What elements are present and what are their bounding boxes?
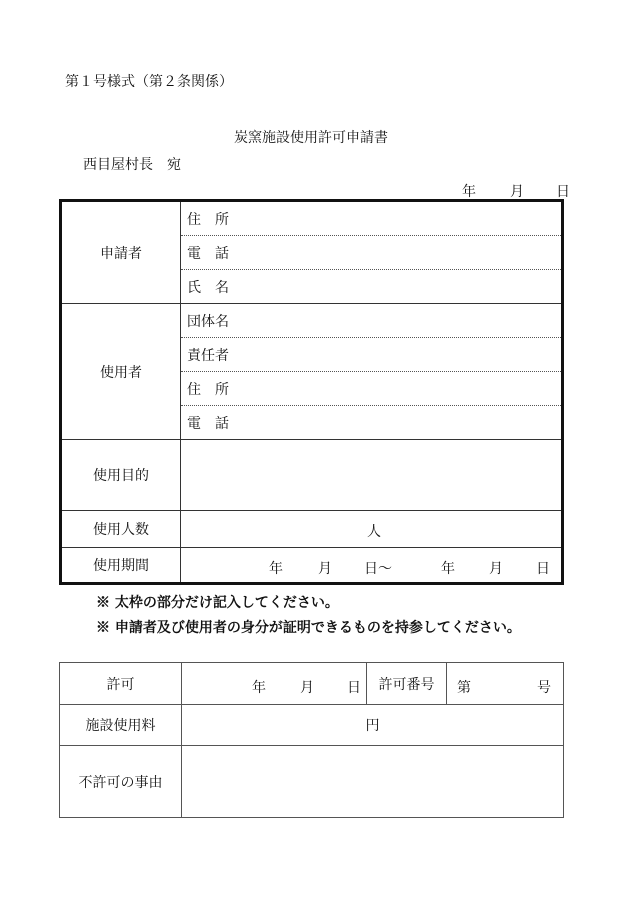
applicant-phone-field[interactable] bbox=[181, 236, 563, 270]
period-end-year: 年 bbox=[441, 561, 455, 577]
applicant-phone-label-2: 話 bbox=[215, 245, 229, 262]
submission-day-label: 日 bbox=[556, 184, 570, 200]
period-end-day: 日 bbox=[536, 561, 550, 577]
user-phone-label-1: 電 bbox=[187, 415, 201, 432]
period-start-year: 年 bbox=[269, 561, 283, 577]
application-table bbox=[59, 199, 564, 585]
permit-number-suffix: 号 bbox=[537, 680, 551, 696]
applicant-address-label-1: 住 bbox=[187, 211, 201, 228]
permit-number-field[interactable] bbox=[447, 663, 564, 705]
permit-month: 月 bbox=[300, 680, 314, 696]
addressee: 西目屋村長 宛 bbox=[83, 157, 181, 173]
period-field[interactable] bbox=[181, 548, 563, 584]
user-address-field[interactable] bbox=[181, 372, 563, 406]
user-group-label: 団体名 bbox=[187, 313, 229, 330]
refusal-field[interactable] bbox=[182, 746, 564, 818]
headcount-label: 使用人数 bbox=[61, 511, 181, 548]
user-phone-label-2: 話 bbox=[215, 415, 229, 432]
user-group-field[interactable] bbox=[181, 304, 563, 338]
applicant-name-field[interactable] bbox=[181, 270, 563, 304]
user-label: 使用者 bbox=[61, 304, 181, 440]
permit-number-prefix: 第 bbox=[457, 680, 471, 696]
user-address-label-2: 所 bbox=[215, 381, 229, 398]
note-bold-frame: ※ 太枠の部分だけ記入してください。 bbox=[96, 595, 339, 611]
applicant-name-label-2: 名 bbox=[215, 279, 229, 296]
permit-date-field[interactable] bbox=[182, 663, 367, 705]
office-use-table bbox=[59, 662, 564, 818]
submission-month-label: 月 bbox=[510, 184, 524, 200]
applicant-name-label-1: 氏 bbox=[187, 279, 201, 296]
fee-label: 施設使用料 bbox=[60, 705, 182, 746]
permit-number-label: 許可番号 bbox=[367, 663, 447, 705]
permit-day: 日 bbox=[347, 680, 361, 696]
note-identification: ※ 申請者及び使用者の身分が証明できるものを持参してください。 bbox=[96, 620, 521, 636]
applicant-address-label-2: 所 bbox=[215, 211, 229, 228]
period-start-day: 日〜 bbox=[364, 561, 392, 577]
headcount-field[interactable] bbox=[181, 511, 563, 548]
user-responsible-field[interactable] bbox=[181, 338, 563, 372]
purpose-label: 使用目的 bbox=[61, 440, 181, 511]
applicant-phone-label-1: 電 bbox=[187, 245, 201, 262]
submission-year-label: 年 bbox=[462, 184, 476, 200]
permit-label: 許可 bbox=[60, 663, 182, 705]
fee-unit: 円 bbox=[365, 718, 380, 734]
form-number: 第１号様式（第２条関係） bbox=[65, 74, 233, 90]
purpose-field[interactable] bbox=[181, 440, 563, 511]
user-phone-field[interactable] bbox=[181, 406, 563, 440]
headcount-unit: 人 bbox=[367, 524, 381, 540]
period-start-month: 月 bbox=[318, 561, 332, 577]
refusal-label: 不許可の事由 bbox=[60, 746, 182, 818]
user-address-label-1: 住 bbox=[187, 381, 201, 398]
period-end-month: 月 bbox=[489, 561, 503, 577]
fee-field[interactable] bbox=[182, 705, 564, 746]
user-responsible-label: 責任者 bbox=[187, 347, 229, 364]
period-label: 使用期間 bbox=[61, 548, 181, 584]
document-title: 炭窯施設使用許可申請書 bbox=[234, 130, 388, 146]
applicant-address-field[interactable] bbox=[181, 201, 563, 236]
permit-year: 年 bbox=[252, 680, 266, 696]
applicant-label: 申請者 bbox=[61, 201, 181, 304]
